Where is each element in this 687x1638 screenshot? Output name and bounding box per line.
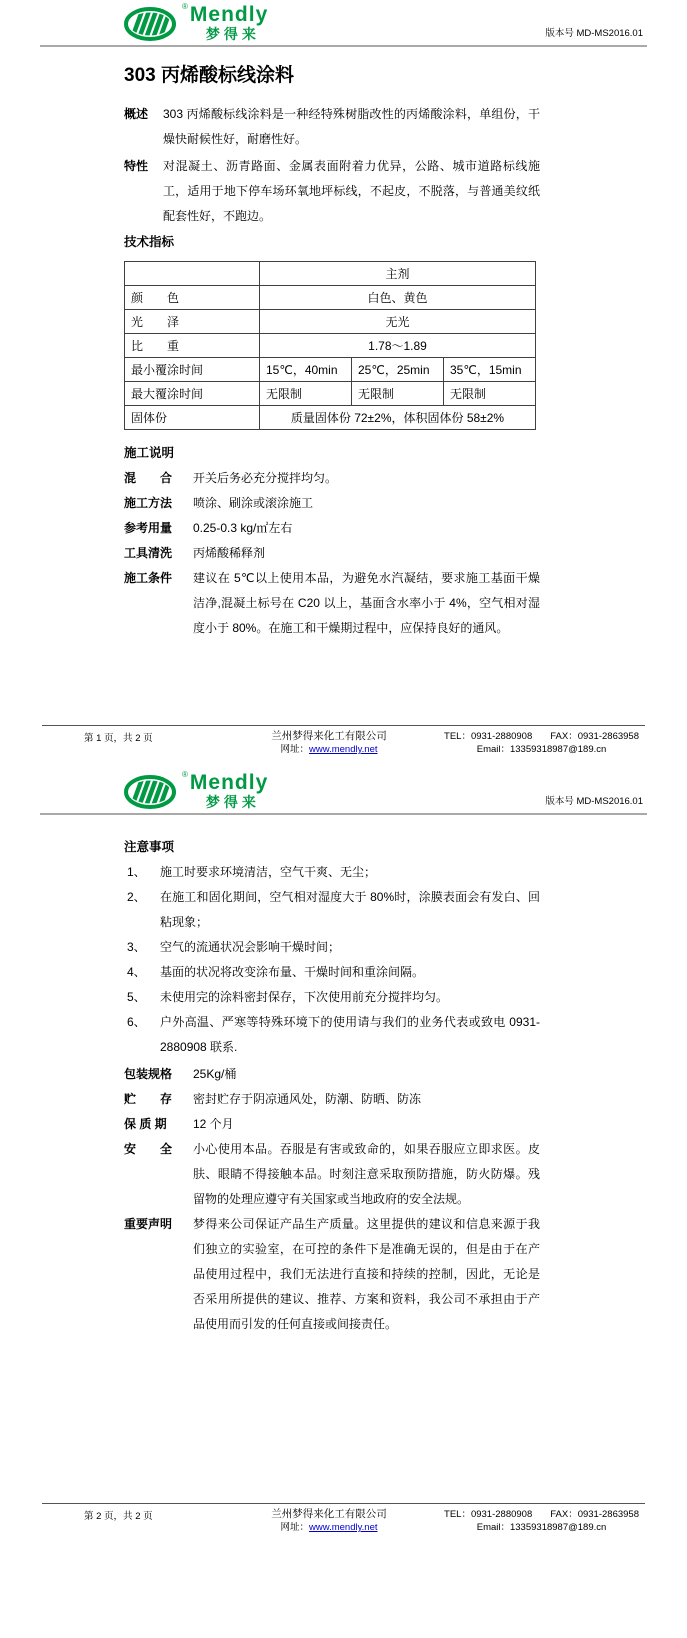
storage-label: 贮 存 [124,1092,173,1106]
color-label: 颜 色 [125,286,260,310]
table-row [125,262,536,286]
cleaning-label: 工具清洗 [124,546,173,560]
construction-item-conditions [124,566,540,641]
header-rule [40,813,647,815]
method-text: 喷涂、刷涂或滚涂施工 [193,496,314,510]
packing-text: 25Kg/桶 [193,1067,237,1081]
construction-item-cleaning [124,541,540,566]
safety-section [124,1137,540,1212]
solids-value: 质量固体份 72±2%，体积固体份 58±2% [260,406,536,430]
page-2 [0,762,687,1638]
email-address: Email：13359318987@189.cn [476,1522,607,1533]
usage-text: 0.25-0.3 kg/㎡左右 [193,521,293,535]
overview-section [124,102,540,152]
note-text: 施工时要求环境清洁，空气干爽、无尘； [160,865,377,879]
construction-item-mixing [124,466,540,491]
website-link[interactable]: www.mendly.net [309,1522,378,1533]
note-item-4 [127,960,540,985]
page-1 [0,0,687,762]
spec-empty-cell [125,262,260,286]
packing-section [124,1062,540,1087]
page-title: 303 丙烯酸标线涂料 [124,65,294,86]
brand-logo [124,4,268,42]
brand-name-cn: 梦得来 [205,794,260,810]
note-number: 1、 [127,865,146,879]
web-label: 网址： [280,1522,310,1533]
conditions-label: 施工条件 [124,571,173,585]
tel-number: TEL：0931-2880908 [444,1509,533,1520]
mixing-text: 开关后务必充分搅拌均匀。 [193,471,338,485]
max-recoat-label: 最大覆涂时间 [125,382,260,406]
feature-section [124,154,540,229]
construction-item-usage [124,516,540,541]
feature-text: 对混凝土、沥青路面、金属表面附着力优异，公路、城市道路标线施工，适用于地下停车场环氧地坪标线，不起皮，不脱落，与普通美纹纸配套性好，不跑边。 [163,159,540,223]
email-address: Email：13359318987@189.cn [476,744,607,755]
table-row [125,286,536,310]
note-item-3 [127,935,540,960]
note-item-1 [127,860,540,885]
note-number: 2、 [127,890,146,904]
version-label: 版本号 MD-MS2016.01 [545,796,643,807]
gravity-label: 比 重 [125,334,260,358]
storage-text: 密封贮存于阴凉通风处，防潮、防晒、防冻 [193,1092,422,1106]
table-row [125,406,536,430]
cleaning-text: 丙烯酸稀释剂 [193,546,266,560]
conditions-text: 建议在 5℃以上使用本品，为避免水汽凝结，要求施工基面干燥洁净,混凝土标号在 C20 以上，基面含水率小于 4%，空气相对湿度小于 80%。在施工和干燥期过程中，应保持良好的通风。 [193,571,540,635]
min-recoat-15: 15℃，40min [260,358,352,382]
overview-label: 概述 [124,107,149,121]
spec-header-main: 主剂 [260,262,536,286]
page1-header [0,0,687,42]
note-number: 6、 [127,1015,146,1029]
overview-text: 303 丙烯酸标线涂料是一种经特殊树脂改性的丙烯酸涂料，单组份，干燥快耐候性好，耐磨性好。 [163,107,540,146]
note-item-2 [127,885,540,935]
feature-label: 特性 [124,159,149,173]
method-label: 施工方法 [124,496,173,510]
disclaimer-text: 梦得来公司保证产品生产质量。这里提供的建议和信息来源于我们独立的实验室，在可控的条件下是准确无误的，但是由于在产品使用过程中，我们无法进行直接和持续的控制，因此，无论是否采用所提供的建议、推荐、方案和资料，我公司不承担由于产品使用而引发的任何直接或间接责任。 [193,1217,540,1331]
gravity-value: 1.78～1.89 [260,334,536,358]
registered-mark: ® [182,2,188,11]
table-row [125,334,536,358]
page-number: 第 1 页，共 2 页 [84,733,153,744]
brand-name-cn: 梦得来 [205,26,260,42]
tel-number: TEL：0931-2880908 [444,731,533,742]
min-recoat-35: 35℃，15min [444,358,536,382]
table-row [125,310,536,334]
max-recoat-3: 无限制 [444,382,536,406]
version-label: 版本号 MD-MS2016.01 [545,28,643,39]
note-number: 5、 [127,990,146,1004]
tech-heading: 技术指标 [124,235,175,249]
notes-heading: 注意事项 [124,840,175,854]
construction-heading: 施工说明 [124,446,175,460]
table-row [125,382,536,406]
note-text: 户外高温、严寒等特殊环境下的使用请与我们的业务代表或致电 0931-2880908 联系. [160,1015,540,1054]
note-number: 3、 [127,940,146,954]
page2-header [0,762,687,810]
usage-label: 参考用量 [124,521,173,535]
page1-footer [0,725,687,756]
mendly-logo-icon [124,772,182,810]
note-number: 4、 [127,965,146,979]
note-item-6 [127,1010,540,1060]
storage-section [124,1087,540,1112]
gloss-value: 无光 [260,310,536,334]
max-recoat-1: 无限制 [260,382,352,406]
mendly-logo-icon [124,4,182,42]
packing-label: 包装规格 [124,1067,173,1081]
shelf-life-text: 12 个月 [193,1117,234,1131]
fax-number: FAX：0931-2863958 [550,1509,639,1520]
company-name: 兰州梦得来化工有限公司 [271,730,387,742]
min-recoat-25: 25℃，25min [352,358,444,382]
web-label: 网址： [280,744,310,755]
safety-label: 安 全 [124,1142,173,1156]
gloss-label: 光 泽 [125,310,260,334]
solids-label: 固体份 [125,406,260,430]
color-value: 白色、黄色 [260,286,536,310]
disclaimer-label: 重要声明 [124,1217,173,1231]
mixing-label: 混 合 [124,471,173,485]
note-text: 空气的流通状况会影响干燥时间； [160,940,341,954]
safety-text: 小心使用本品。吞服是有害或致命的，如果吞服应立即求医。皮肤、眼睛不得接触本品。时刻注意采取预防措施，防火防爆。残留物的处理应遵守有关国家或当地政府的安全法规。 [193,1142,540,1206]
shelf-life-label: 保 质 期 [124,1117,167,1131]
table-row [125,358,536,382]
note-item-5 [127,985,540,1010]
brand-name-en: Mendly [189,771,269,794]
min-recoat-label: 最小覆涂时间 [125,358,260,382]
note-text: 在施工和固化期间，空气相对湿度大于 80%时，涂膜表面会有发白、回粘现象； [160,890,540,929]
note-text: 未使用完的涂料密封保存，下次使用前充分搅拌均匀。 [160,990,449,1004]
construction-item-method [124,491,540,516]
spec-table [124,261,536,430]
company-name: 兰州梦得来化工有限公司 [271,1508,387,1520]
website-link[interactable]: www.mendly.net [309,744,378,755]
max-recoat-2: 无限制 [352,382,444,406]
brand-name-en: Mendly [189,3,269,26]
disclaimer-section [124,1212,540,1337]
brand-logo [124,772,268,810]
fax-number: FAX：0931-2863958 [550,731,639,742]
registered-mark: ® [182,770,188,779]
shelf-life-section [124,1112,540,1137]
note-text: 基面的状况将改变涂布量、干燥时间和重涂间隔。 [160,965,425,979]
page-number: 第 2 页，共 2 页 [84,1511,153,1522]
header-rule [40,45,647,47]
page2-footer [0,1503,687,1534]
